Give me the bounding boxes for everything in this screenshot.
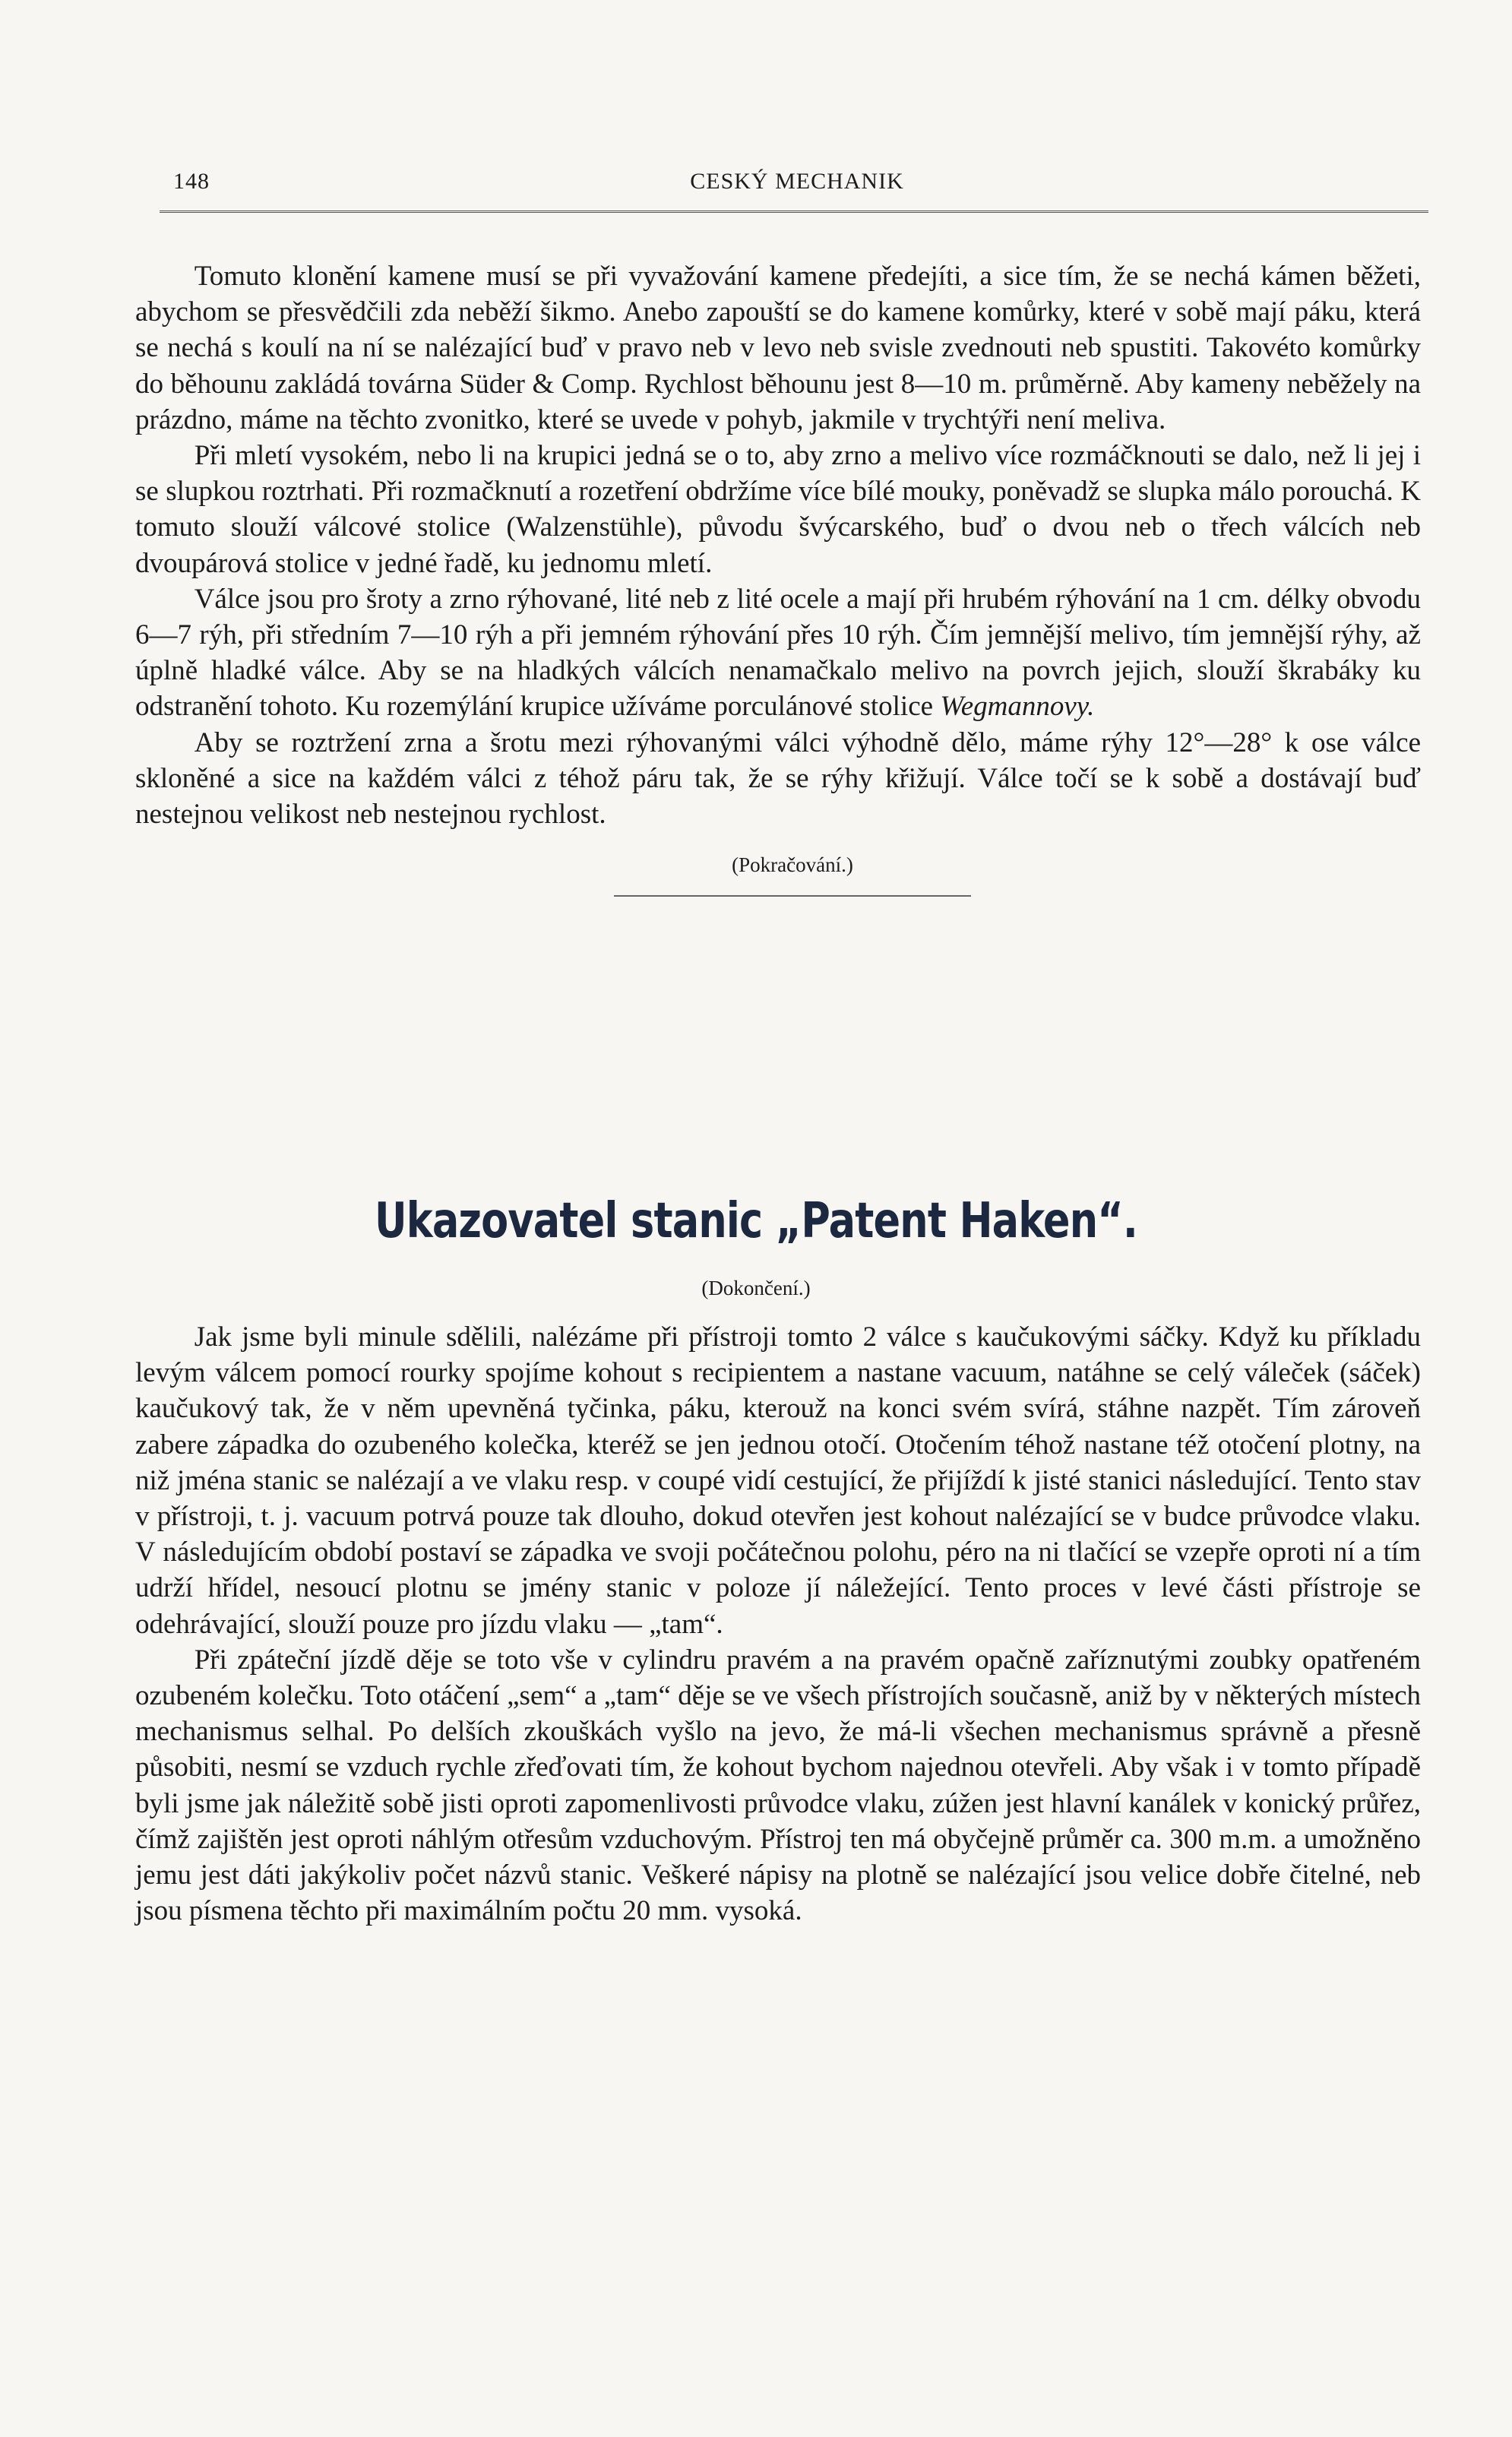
article-title: Ukazovatel stanic „Patent Haken“. bbox=[374, 1193, 1138, 1249]
paragraph: Jak jsme byli minule sdělili, nalézáme při přístroji tomto 2 válce s kaučukovými sáčky. Když ku příkladu levým válcem pomocí rourky spojíme kohout s recipientem a nastane vacuum, natáhne se celý váleček (sáček) kaučukový tak, že v něm upevněná tyčinka, páku, kterouž na konci svém svírá, stáhne nazpět. Tím zároveň zabere západka do ozubeného kolečka, kteréž se jen jednou otočí. Otočením téhož nastane též otočení plotny, na niž jména stanic se nalézají a ve vlaku resp. v coupé vidí cestující, že přijíždí k jisté stanici následující. Tento stav v přístroji, t. j. vacuum potrvá pouze tak dlouho, dokud otevřen jest kohout nalézající se v budce průvodce vlaku. V následujícím období postaví se západka ve svoji počátečnou polohu, péro na ni tlačící se vzepře oproti ní a tím udrží hřídel, nesoucí plotnu se jmény stanic v poloze jí náležející. Tento proces v levé části přístroje se odehrávající, slouží pouze pro jízdu vlaku — „tam“. bbox=[135, 1321, 1421, 1640]
page-number: 148 bbox=[173, 169, 210, 194]
paragraph: Aby se roztržení zrna a šrotu mezi rýhovanými válci výhodně dělo, máme rýhy 12°—28° k ose válce skloněné a sice na každém válci z téhož páru tak, že se rýhy křižují. Válce točí se k sobě a dostávají buď nestejnou velikost neb nestejnou rychlost. bbox=[135, 726, 1421, 831]
wegmann-italic: Wegmannovy. bbox=[940, 691, 1095, 723]
paragraph: Při zpáteční jízdě děje se toto vše v cylindru pravém a na pravém opačně zaříznutými zoubky opatřeném ozubeném kolečku. Toto otáčení „sem“ a „tam“ děje se ve všech přístrojích současně, aniž by v některých místech mechanismus selhal. Po delších zkouškách vyšlo na jevo, že má-li všechen mechanismus správně a přesně působiti, nesmí se vzduch rychle zřeďovati tím, že kohout bychom najednou otevřeli. Aby však i v tomto případě byli jsme jak náležitě sobě jisti oproti zapomenlivosti průvodce vlaku, zúžen jest hlavní kanálek v konický průřez, čímž zajištěn jest oproti náhlým otřesům vzduchovým. Přístroj ten má obyčejně průměr ca. 300 m.m. a umožněno jemu jest dáti jakýkoliv počet názvů stanic. Veškeré nápisy na plotně se nalézající jsou velice dobře čitelné, neb jsou písmena těchto při maximálním počtu 20 mm. vysoká. bbox=[135, 1644, 1421, 1927]
running-title: CESKÝ MECHANIK bbox=[690, 169, 904, 194]
header-divider bbox=[160, 210, 1428, 213]
paragraph: Při mletí vysokém, nebo li na krupici jedná se o to, aby zrno a melivo více rozmáčknouti se dalo, než li jej i se slupkou roztrhati. Při rozmačknutí a rozetření obdržíme více bílé mouky, poněvadž se slupka málo porouchá. K tomuto slouží válcové stolice (Walzenstühle), původu švýcarského, buď o dvou neb o třech válcích neb dvoupárová stolice v jedné řadě, ku jednomu mletí. bbox=[135, 440, 1421, 579]
concluded-note: (Dokončení.) bbox=[701, 1277, 811, 1299]
paragraph: Tomuto klonění kamene musí se při vyvažování kamene předejíti, a sice tím, že se nechá kámen běžeti, abychom se přesvědčili zda neběží šikmo. Anebo zapouští se do kamene komůrky, které v sobě mají páku, která se nechá s koulí na ní se nalézající buď v pravo neb v levo neb svisle zvednouti neb spustiti. Takovéto komůrky do běhounu zakládá továrna Süder & Comp. Rychlost běhounu jest 8—10 m. průměrně. Aby kameny neběžely na prázdno, máme na těchto zvonitko, které se uvede v pohyb, jakmile v trychtýři není meliva. bbox=[135, 261, 1421, 435]
section1-body bbox=[135, 258, 1421, 897]
paragraph-text: Válce jsou pro šroty a zrno rýhované, lité neb z lité ocele a mají při hrubém rýhování na 1 cm. délky obvodu 6—7 rýh, při středním 7—10 rýh a při jemném rýhování přes 10 rýh. Čím jemnější melivo, tím jemnější rýhy, až úplně hladké válce. Aby se na hladkých válcích nenamačkalo melivo na povrch jejich, slouží škrabáky ku odstranění tohoto. Ku rozemýlání krupice užíváme porculánové stolice bbox=[135, 583, 1421, 723]
paragraph bbox=[135, 581, 1421, 725]
section2-body bbox=[135, 1319, 1421, 1929]
page-header bbox=[173, 169, 1421, 199]
continued-note: (Pokračování.) bbox=[614, 847, 971, 897]
